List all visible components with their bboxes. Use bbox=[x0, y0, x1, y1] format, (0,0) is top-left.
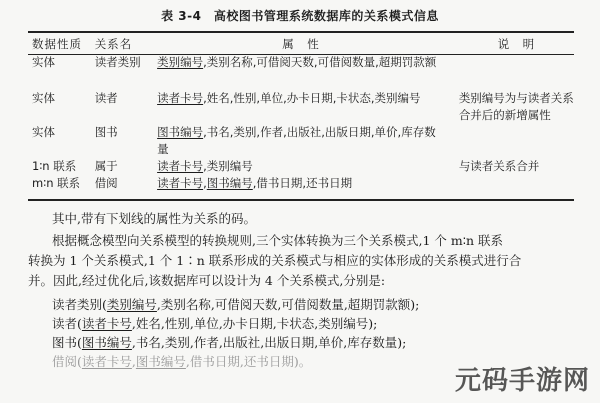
conversion-paragraph bbox=[28, 231, 576, 291]
key-attribute: 类别编号 bbox=[157, 55, 204, 69]
key-attribute: 读者卡号 bbox=[81, 354, 132, 369]
key-attribute: 图书编号 bbox=[206, 176, 253, 190]
attribute-text: , bbox=[131, 354, 136, 369]
table-row bbox=[28, 158, 574, 175]
cell-relation-name: 属于 bbox=[94, 159, 118, 173]
cell-nature: 1∶n 联系 bbox=[32, 159, 77, 173]
table-row bbox=[28, 54, 574, 90]
cell-nature: 实体 bbox=[32, 55, 55, 69]
cell-relation-name: 读者类别 bbox=[94, 55, 141, 69]
schema-book bbox=[52, 333, 572, 352]
cell-attributes bbox=[157, 124, 451, 158]
key-attribute: 类别编号 bbox=[106, 297, 157, 312]
attribute-text: ,借书日期,还书日期)。 bbox=[185, 354, 312, 369]
cell-note bbox=[451, 124, 574, 158]
cell-relation-name: 图书 bbox=[94, 125, 118, 139]
table-caption: 表 3-4 高校图书管理系统数据库的关系模式信息 bbox=[161, 9, 439, 23]
table-row bbox=[28, 124, 574, 158]
cell-attributes bbox=[157, 175, 451, 192]
site-watermark: 元码手游网 bbox=[454, 366, 590, 396]
attribute-text: 图书( bbox=[52, 335, 82, 350]
key-attribute: 图书编号 bbox=[135, 354, 186, 369]
attribute-text: ,书名,类别,作者,出版社,出版日期,单价,库存数量); bbox=[131, 335, 407, 350]
relation-schema-table bbox=[28, 34, 574, 192]
attribute-text: ,借书日期,还书日期 bbox=[252, 176, 353, 190]
table-header-row bbox=[28, 34, 574, 54]
cell-attributes bbox=[157, 158, 451, 175]
attribute-text: 读者( bbox=[52, 316, 82, 331]
paragraph-line: 转换为 1 个关系模式,1 个 1∶n 联系形成的关系模式与相应的实体形成的关系模式进行合 bbox=[28, 253, 522, 268]
schema-reader bbox=[52, 314, 572, 333]
header-notes: 说 明 bbox=[497, 37, 536, 51]
attribute-text: ,姓名,性别,单位,办卡日期,卡状态,类别编号); bbox=[131, 316, 378, 331]
paragraph-line: 并。因此,经过优化后,该数据库可以设计为 4 个关系模式,分别是: bbox=[28, 273, 386, 288]
attribute-text: 读者类别( bbox=[52, 297, 107, 312]
attribute-text: ,类别名称,可借阅天数,可借阅数量,超期罚款额); bbox=[156, 297, 420, 312]
cell-nature: 实体 bbox=[32, 91, 55, 105]
cell-nature: 实体 bbox=[32, 125, 55, 139]
attribute-text: 借阅( bbox=[52, 354, 82, 369]
attribute-text: ,类别名称,可借阅天数,可借阅数量,超期罚款额 bbox=[203, 55, 437, 69]
schema-reader-category bbox=[52, 295, 572, 314]
cell-note: 与读者关系合并 bbox=[458, 159, 540, 173]
attribute-text: ,类别编号 bbox=[203, 159, 253, 173]
attribute-text: ,姓名,性别,单位,办卡日期,卡状态,类别编号 bbox=[203, 91, 421, 105]
cell-attributes bbox=[157, 90, 451, 124]
cell-attributes bbox=[157, 54, 451, 90]
key-attribute: 图书编号 bbox=[157, 125, 204, 139]
key-attribute: 读者卡号 bbox=[81, 316, 132, 331]
cell-nature: m∶n 联系 bbox=[32, 176, 81, 190]
attribute-text: ,书名,类别,作者,出版社,出版日期,单价,库存数量 bbox=[157, 125, 436, 156]
key-attribute: 图书编号 bbox=[81, 335, 132, 350]
header-attributes: 属 性 bbox=[282, 37, 320, 51]
key-attribute: 读者卡号 bbox=[157, 91, 204, 105]
paragraph-line: 根据概念模型向关系模型的转换规则,三个实体转换为三个关系模式,1 个 m∶n 联系 bbox=[52, 233, 503, 248]
cell-relation-name: 读者 bbox=[94, 91, 118, 105]
table-top-rule bbox=[28, 31, 574, 33]
header-relation-name: 关系名 bbox=[94, 37, 133, 51]
cell-note: 类别编号为与读者关系合并后的新增属性 bbox=[458, 91, 574, 122]
table-body bbox=[28, 54, 574, 192]
cell-relation-name: 借阅 bbox=[94, 176, 118, 190]
key-attribute: 读者卡号 bbox=[157, 176, 204, 190]
table-row bbox=[28, 90, 574, 124]
key-explanation-paragraph: 其中,带有下划线的属性为关系的码。 bbox=[52, 211, 256, 226]
cell-note bbox=[451, 54, 574, 90]
attribute-text: , bbox=[203, 176, 207, 190]
header-nature: 数据性质 bbox=[32, 37, 82, 51]
key-attribute: 读者卡号 bbox=[157, 159, 204, 173]
table-bottom-rule bbox=[28, 199, 574, 201]
